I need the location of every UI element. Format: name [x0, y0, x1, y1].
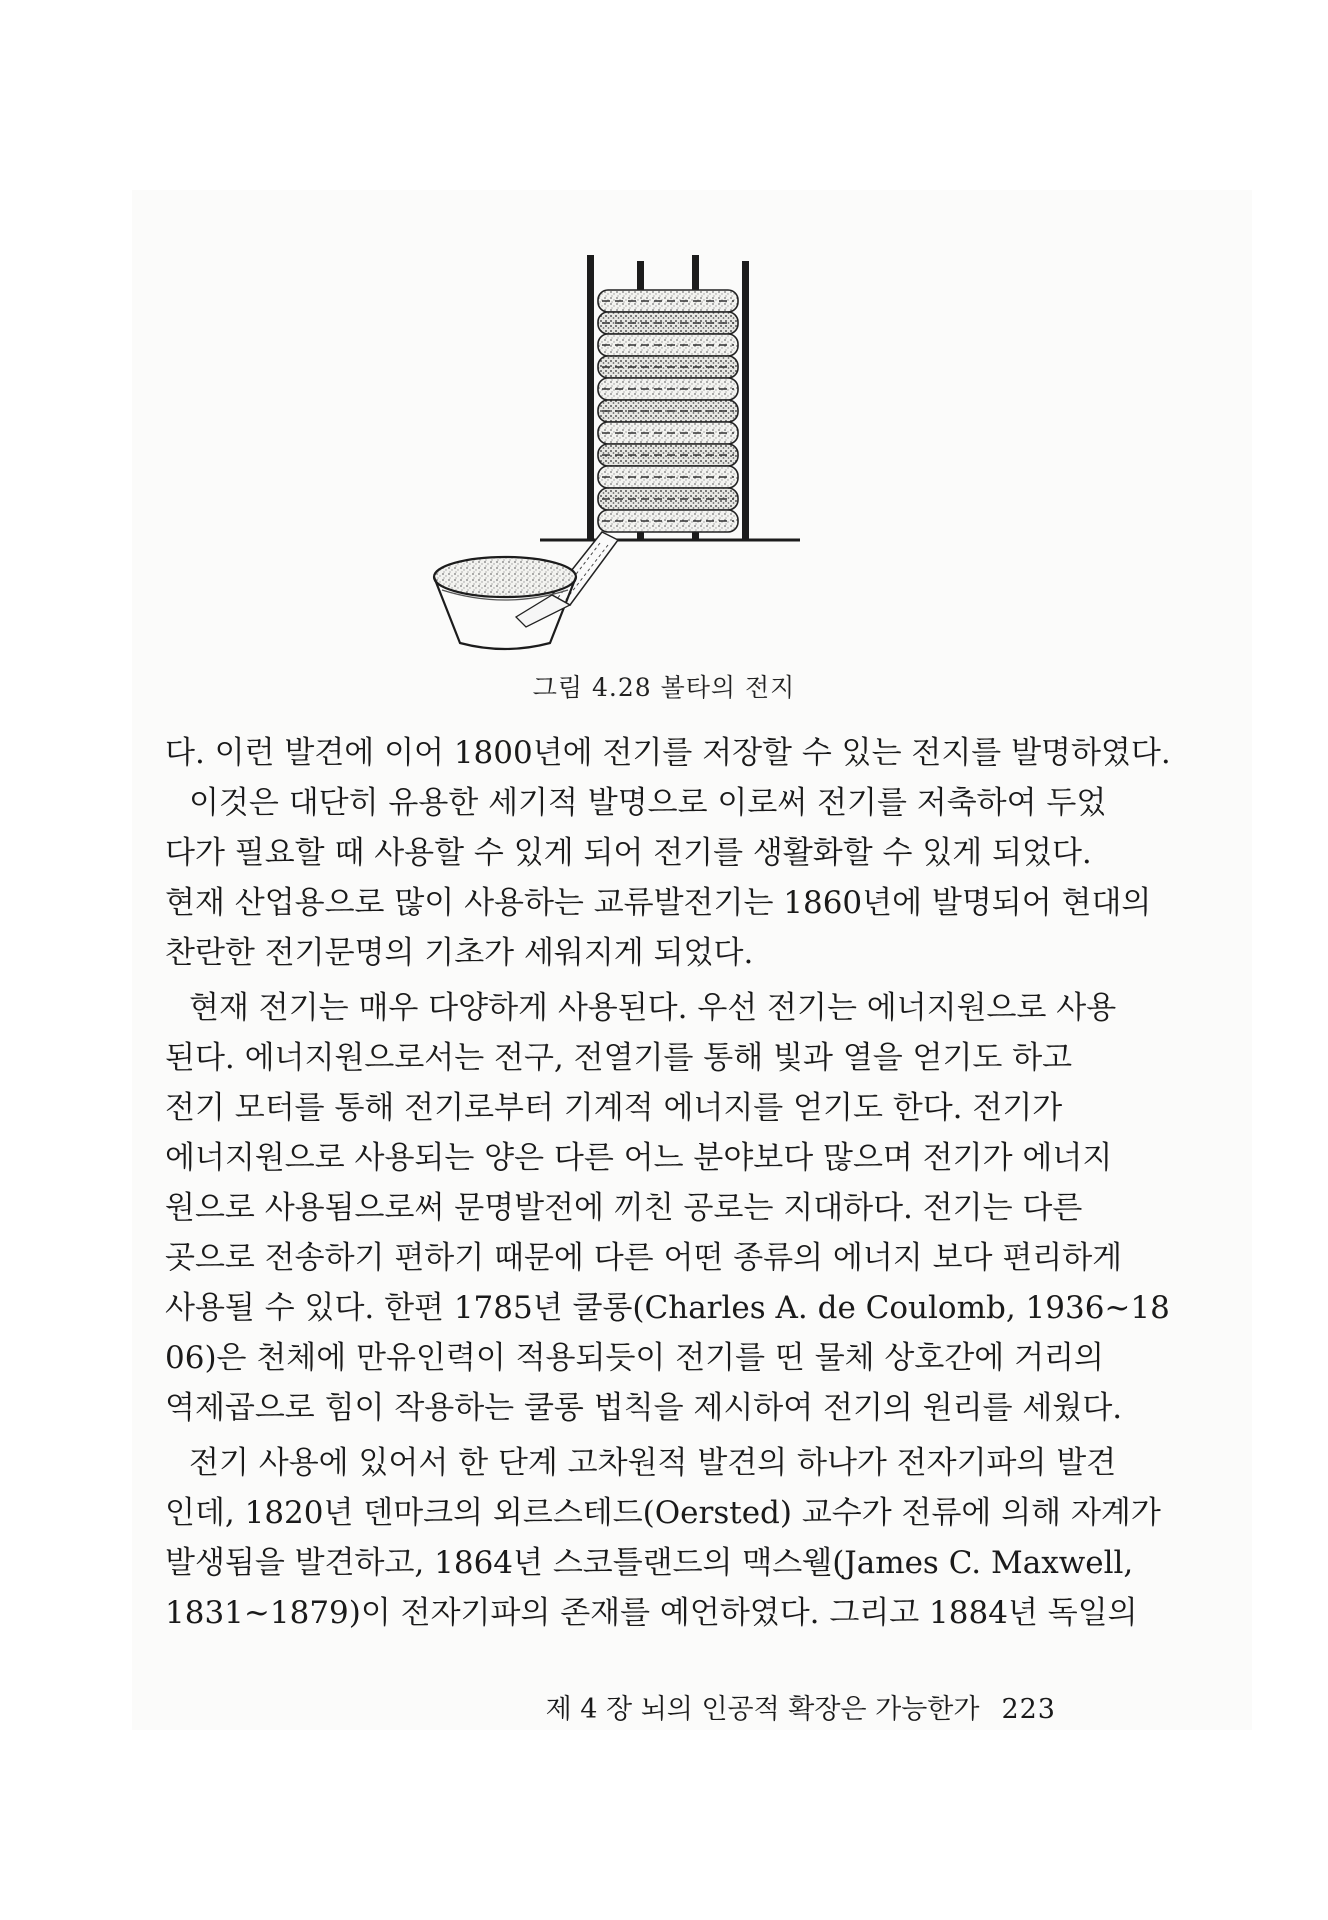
text-line: 전기 모터를 통해 전기로부터 기계적 에너지를 얻기도 한다. 전기가 [165, 1090, 1063, 1126]
text-line: 현재 산업용으로 많이 사용하는 교류발전기는 1860년에 발명되어 현대의 [165, 885, 1152, 921]
text-line: 에너지원으로 사용되는 양은 다른 어느 분야보다 많으며 전기가 에너지 [165, 1140, 1113, 1176]
text-line: 이것은 대단히 유용한 세기적 발명으로 이로써 전기를 저축하여 두었 [189, 785, 1107, 821]
page-number: 223 [1001, 1694, 1056, 1725]
text-line: 06)은 천체에 만유인력이 적용되듯이 전기를 띤 물체 상호간에 거리의 [165, 1340, 1104, 1376]
disc-stack [598, 290, 738, 532]
page-footer [546, 1687, 1056, 1726]
text-line: 발생됨을 발견하고, 1864년 스코틀랜드의 맥스웰(James C. Maxwell, [165, 1545, 1134, 1581]
text-line: 1831~1879)이 전자기파의 존재를 예언하였다. 그리고 1884년 독일의 [165, 1595, 1138, 1631]
text-line: 인데, 1820년 덴마크의 외르스테드(Oersted) 교수가 전류에 의해 자계가 [165, 1495, 1161, 1531]
text-line: 된다. 에너지원으로서는 전구, 전열기를 통해 빛과 열을 얻기도 하고 [165, 1040, 1073, 1076]
figure-caption: 그림 4.28 볼타의 전지 [532, 673, 796, 702]
voltaic-pile-illustration [430, 255, 810, 675]
text-line: 사용될 수 있다. 한편 1785년 쿨롱(Charles A. de Coulomb, 1936~18 [165, 1290, 1170, 1326]
voltaic-pile-figure [430, 255, 810, 675]
text-line: 현재 전기는 매우 다양하게 사용된다. 우선 전기는 에너지원으로 사용 [189, 990, 1117, 1026]
text-line: 역제곱으로 힘이 작용하는 쿨롱 법칙을 제시하여 전기의 원리를 세웠다. [165, 1390, 1123, 1426]
text-line: 찬란한 전기문명의 기초가 세워지게 되었다. [165, 935, 754, 971]
chapter-title: 제 4 장 뇌의 인공적 확장은 가능한가 [545, 1694, 980, 1725]
text-line: 다가 필요할 때 사용할 수 있게 되어 전기를 생활화할 수 있게 되었다. [165, 835, 1092, 871]
text-line: 전기 사용에 있어서 한 단계 고차원적 발견의 하나가 전자기파의 발견 [189, 1445, 1117, 1481]
text-line: 원으로 사용됨으로써 문명발전에 끼친 공로는 지대하다. 전기는 다른 [165, 1190, 1083, 1226]
text-line: 곳으로 전송하기 편하기 때문에 다른 어떤 종류의 에너지 보다 편리하게 [165, 1240, 1123, 1276]
text-line: 다. 이런 발견에 이어 1800년에 전기를 저장할 수 있는 전지를 발명하였다. [165, 735, 1171, 771]
